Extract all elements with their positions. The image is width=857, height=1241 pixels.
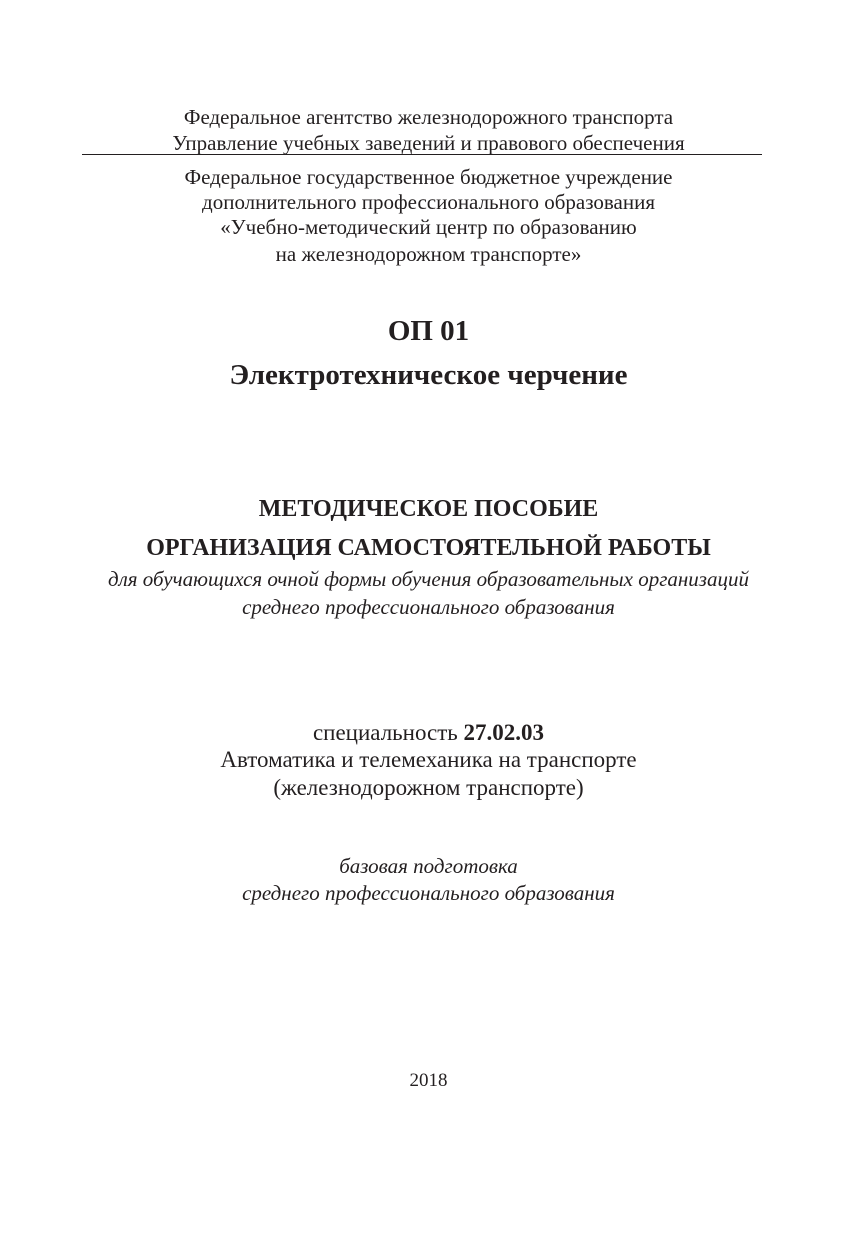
publication-year: 2018 (409, 1070, 448, 1091)
header-rule (82, 154, 762, 155)
specialty-label: специальность (312, 720, 464, 745)
doc-type-line-1: МЕТОДИЧЕСКОЕ ПОСОБИЕ (258, 496, 599, 522)
institution-line-3: «Учебно-методический центр по образованию (220, 215, 637, 239)
audience-line-1: для обучающихся очной формы обучения образовательных организаций (108, 567, 749, 591)
specialty-name: Автоматика и телемеханика на транспорте (220, 747, 637, 772)
discipline-name: Электротехническое черчение (229, 359, 628, 391)
level-line-1: базовая подготовка (339, 854, 518, 878)
institution-line-2: дополнительного профессионального образования (202, 190, 655, 214)
specialty-line (0, 719, 857, 747)
doc-type-line-2: ОРГАНИЗАЦИЯ САМОСТОЯТЕЛЬНОЙ РАБОТЫ (146, 535, 711, 561)
institution-line-1: Федеральное государственное бюджетное учреждение (184, 165, 673, 189)
agency-name: Федеральное агентство железнодорожного транспорта (183, 105, 674, 129)
audience-line-2: среднего профессионального образования (242, 595, 615, 619)
specialty-qualifier: (железнодорожном транспорте) (273, 775, 584, 800)
department-name: Управление учебных заведений и правового обеспечения (172, 131, 685, 155)
discipline-code: ОП 01 (387, 315, 470, 347)
institution-line-4: на железнодорожном транспорте» (275, 242, 582, 266)
level-line-2: среднего профессионального образования (242, 881, 615, 905)
specialty-code: 27.02.03 (463, 720, 545, 745)
